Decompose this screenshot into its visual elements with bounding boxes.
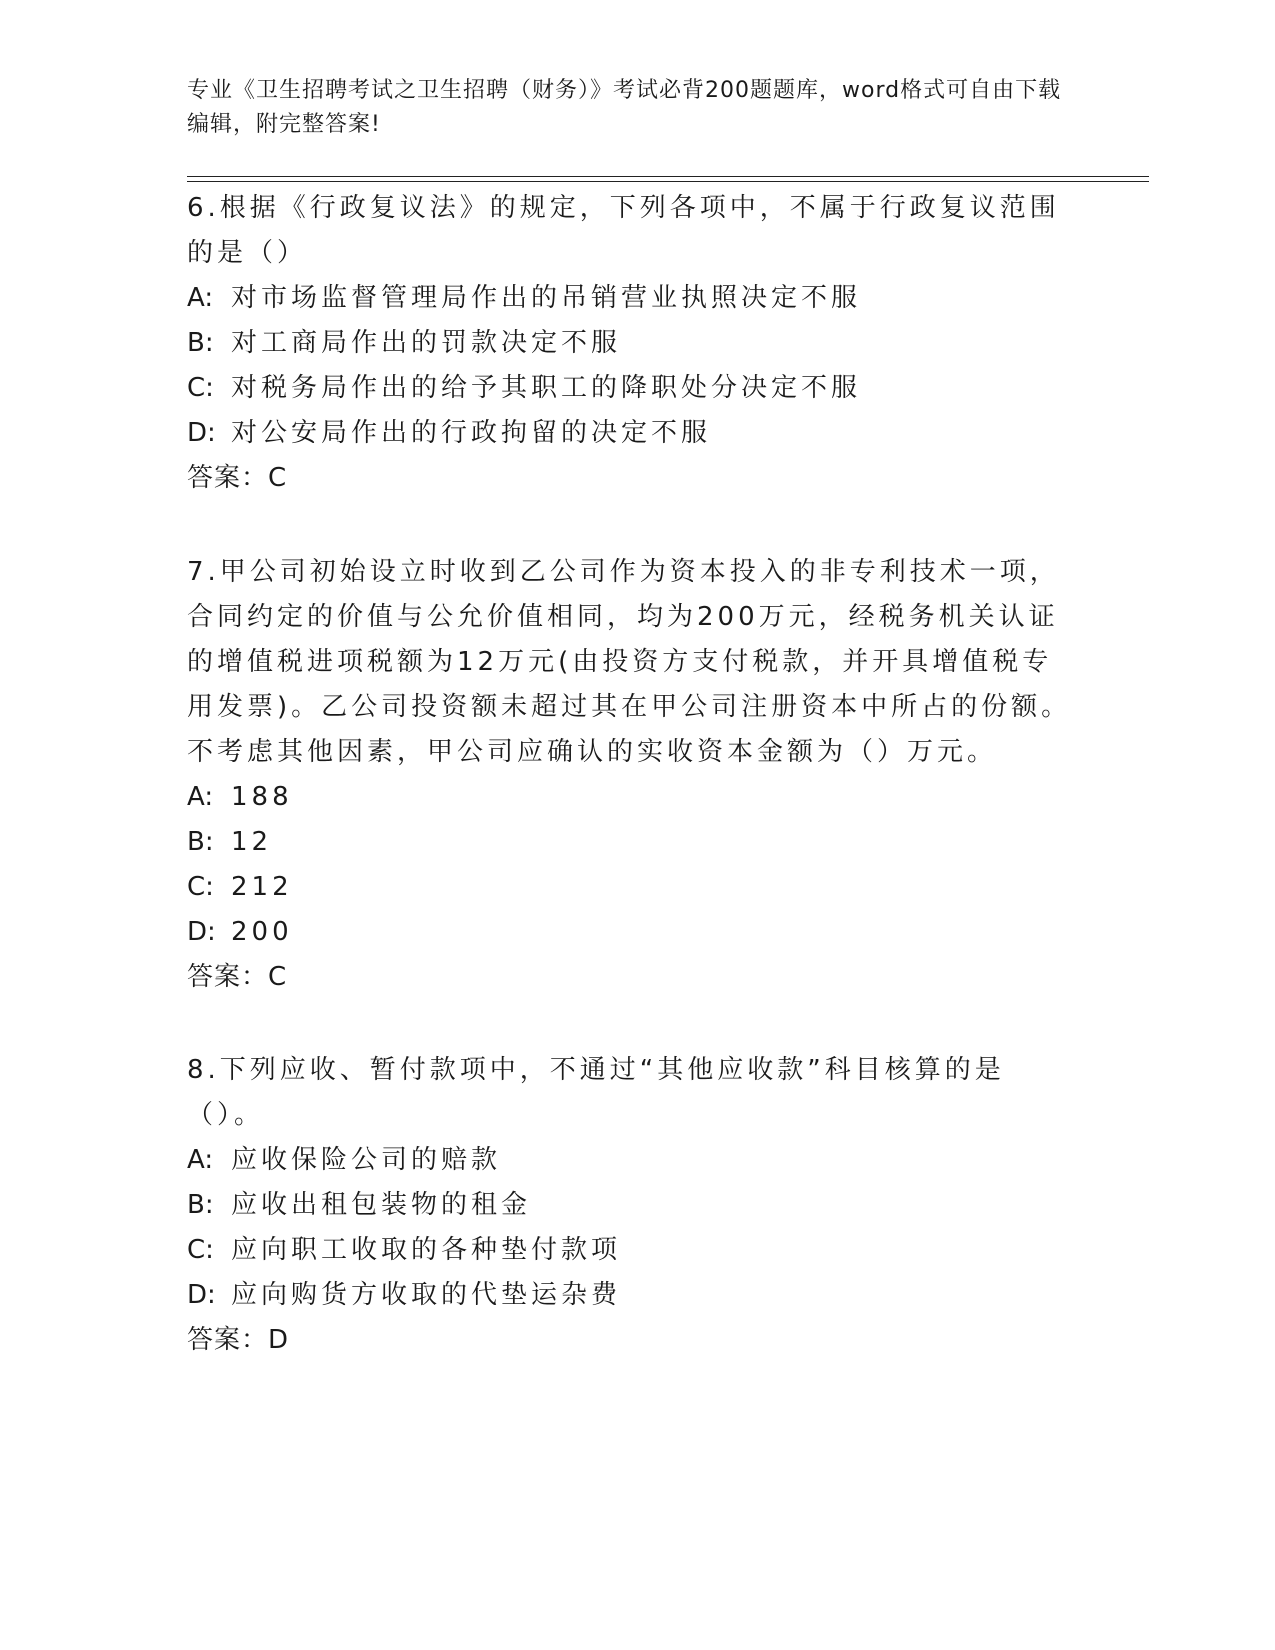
- option-text: 200: [231, 917, 293, 947]
- answer-line: 答案：D: [187, 1325, 290, 1355]
- option-letter: A:: [187, 1145, 214, 1175]
- option-text: 对工商局作出的罚款决定不服: [231, 328, 622, 358]
- option-a: [187, 775, 1077, 820]
- option-letter: B:: [187, 1190, 214, 1220]
- option-text: 188: [231, 782, 293, 812]
- question-6: [187, 186, 1077, 501]
- option-c: [187, 366, 1077, 411]
- option-text: 对税务局作出的给予其职工的降职处分决定不服: [231, 373, 862, 403]
- option-letter: A:: [187, 782, 214, 812]
- option-d: [187, 411, 1077, 456]
- document-intro: 专业《卫生招聘考试之卫生招聘（财务）》考试必背200题题库，word格式可自由下载编辑，附完整答案!: [187, 78, 1062, 137]
- option-letter: D:: [187, 917, 216, 947]
- option-letter: A:: [187, 283, 214, 313]
- option-letter: B:: [187, 827, 214, 857]
- option-letter: D:: [187, 418, 216, 448]
- option-b: [187, 820, 1077, 865]
- option-d: [187, 1273, 1077, 1318]
- question-stem: 6.根据《行政复议法》的规定，下列各项中，不属于行政复议范围的是（）: [187, 193, 1060, 268]
- question-8: [187, 1048, 1077, 1363]
- header-divider-top: [187, 176, 1149, 177]
- header-divider-bottom: [187, 181, 1149, 182]
- answer-line: 答案：C: [187, 962, 288, 992]
- option-text: 12: [231, 827, 273, 857]
- option-letter: C:: [187, 1235, 214, 1265]
- option-b: [187, 1183, 1077, 1228]
- option-text: 对公安局作出的行政拘留的决定不服: [231, 418, 712, 448]
- option-c: [187, 865, 1077, 910]
- option-text: 应收出租包装物的租金: [231, 1190, 532, 1220]
- option-letter: C:: [187, 872, 214, 902]
- question-stem: 7.甲公司初始设立时收到乙公司作为资本投入的非专利技术一项，合同约定的价值与公允价值相同，均为200万元，经税务机关认证的增值税进项税额为12万元(由投资方支付税款，并开具增值税专用发票)。乙公司投资额未超过其在甲公司注册资本中所占的份额。不考虑其他因素，甲公司应确认的实收资本金额为（）万元。: [187, 557, 1072, 767]
- option-letter: C:: [187, 373, 214, 403]
- question-stem: 8.下列应收、暂付款项中，不通过“其他应收款”科目核算的是（）。: [187, 1055, 1005, 1130]
- option-letter: D:: [187, 1280, 216, 1310]
- option-b: [187, 321, 1077, 366]
- option-a: [187, 1138, 1077, 1183]
- option-text: 212: [231, 872, 293, 902]
- option-text: 应向职工收取的各种垫付款项: [231, 1235, 622, 1265]
- question-7: [187, 550, 1077, 1000]
- option-d: [187, 910, 1077, 955]
- option-a: [187, 276, 1077, 321]
- option-c: [187, 1228, 1077, 1273]
- option-letter: B:: [187, 328, 214, 358]
- option-text: 对市场监督管理局作出的吊销营业执照决定不服: [231, 283, 862, 313]
- option-text: 应收保险公司的赔款: [231, 1145, 502, 1175]
- answer-line: 答案：C: [187, 463, 288, 493]
- option-text: 应向购货方收取的代垫运杂费: [231, 1280, 622, 1310]
